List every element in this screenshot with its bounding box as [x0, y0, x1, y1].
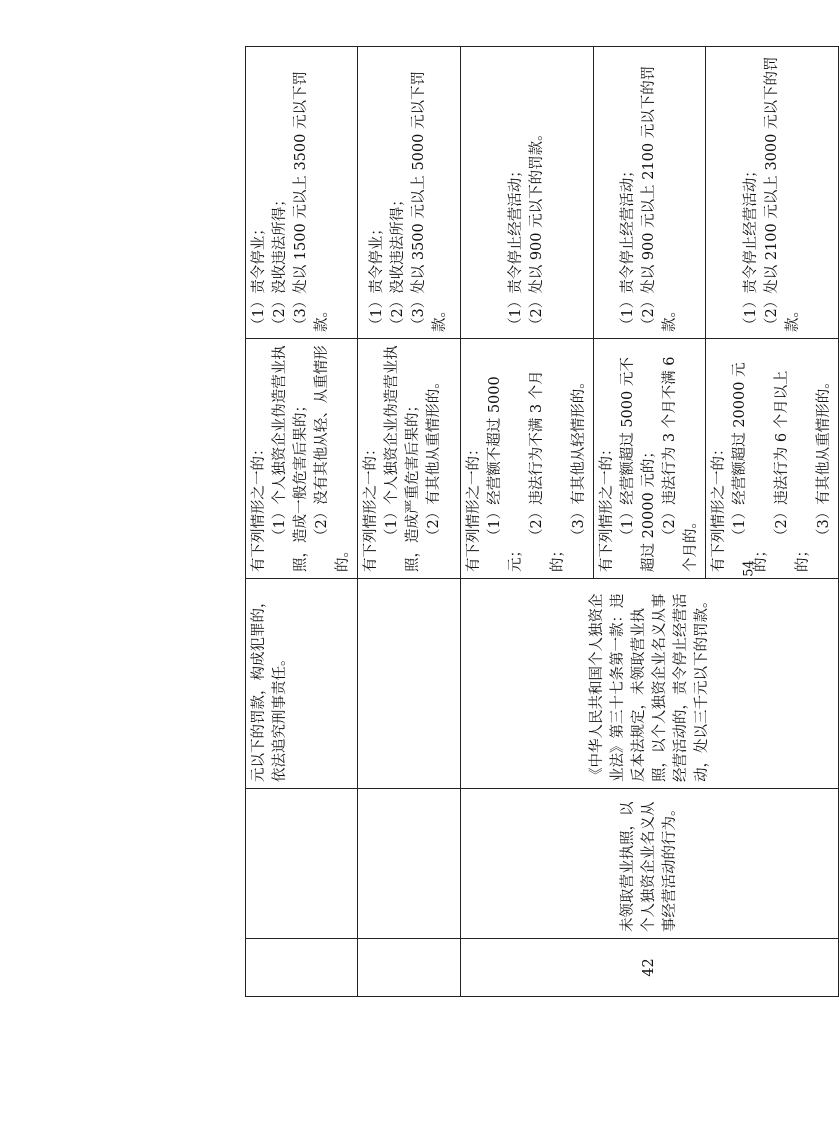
pen-line: （1）责令停止经营活动； — [508, 163, 524, 332]
circ-line: （1）个人独资企业伪造营业执照，造成严重危害后果的； — [384, 345, 421, 572]
law-cell: 《中华人民共和国个人独资企业法》第三十七条第一款：违反本法规定，未领取营业执照，以个人独资企业名义从事经营活动的，责令停止经营活动，处以三千元以下的罚款。 — [461, 579, 839, 789]
pen-line: （1）责令停业； — [369, 221, 385, 332]
circ-line: （2）违法行为 3 个月不满 6 个月的。 — [662, 356, 699, 572]
circumstance-cell — [461, 339, 594, 579]
number-cell: 42 — [461, 939, 839, 997]
circ-line: （1）经营额不超过 5000 元； — [487, 376, 524, 572]
rotated-table-wrapper — [245, 47, 832, 997]
circ-line: （1）经营额超过 20000 元的； — [732, 362, 769, 572]
pen-line: （1）责令停止经营活动； — [742, 163, 759, 332]
circumstance-cell — [246, 339, 358, 579]
pen-line: （3）处以 3500 元以上 5000 元以下罚款。 — [411, 71, 448, 332]
pen-line: （1）责令停止经营活动； — [620, 163, 636, 332]
pen-line: （2）没收违法所得； — [390, 192, 406, 332]
penalty-cell — [246, 47, 358, 339]
circumstance-cell — [594, 339, 706, 579]
circ-line: （2）违法行为不满 3 个月的； — [529, 370, 566, 572]
table-row — [358, 47, 461, 997]
circ-line: 有下列情形之一的： — [251, 441, 267, 572]
number-cell — [246, 939, 358, 997]
penalty-table — [245, 46, 839, 997]
pen-line: （2）处以 900 元以下的罚款。 — [529, 126, 545, 332]
pen-line: （2）处以 2100 元以上 3000 元以下的罚款。 — [763, 56, 801, 332]
circ-line: （3）有其他从轻情形的。 — [571, 374, 587, 543]
penalty-cell — [461, 47, 594, 339]
circ-line: （2）没有其他从轻、从重情形的。 — [314, 345, 351, 572]
circ-line: 有下列情形之一的： — [711, 441, 727, 572]
law-cell — [246, 579, 358, 789]
penalty-cell — [358, 47, 461, 339]
circ-line: 有下列情形之一的： — [363, 441, 379, 572]
number-cell — [358, 939, 461, 997]
circumstance-cell — [358, 339, 461, 579]
pen-line: （3）处以 1500 元以上 3500 元以下罚款。 — [293, 71, 330, 332]
act-cell — [246, 789, 358, 939]
law-cell — [358, 579, 461, 789]
circ-line: （1）经营额超过 5000 元不超过 20000 元的； — [620, 357, 657, 572]
pen-line: （2）处以 900 元以上 2100 元以下的罚款。 — [641, 65, 678, 332]
circ-line: （2）有其他从重情形的。 — [426, 374, 442, 543]
pen-line: （1）责令停业； — [251, 221, 267, 332]
act-cell — [358, 789, 461, 939]
circ-line: 有下列情形之一的： — [599, 441, 615, 572]
table-row — [461, 47, 594, 997]
act-cell: 未领取营业执照，以个人独资企业名义从事经营活动的行为。 — [461, 789, 839, 939]
penalty-cell — [594, 47, 706, 339]
penalty-cell — [706, 47, 839, 339]
circ-line: （3）有其他从重情形的。 — [816, 374, 832, 543]
table-row — [246, 47, 358, 997]
circumstance-cell — [706, 339, 839, 579]
pen-line: （2）没收违法所得； — [272, 192, 288, 332]
circ-line: （1）个人独资企业伪造营业执照，造成一般危害后果的； — [272, 345, 309, 572]
page-number: 54 — [741, 560, 757, 577]
law-text: 元以下的罚款，构成犯罪的，依法追究刑事责任。 — [251, 593, 288, 782]
circ-line: （2）违法行为 6 个月以上的； — [774, 370, 811, 572]
circ-line: 有下列情形之一的： — [466, 441, 482, 572]
